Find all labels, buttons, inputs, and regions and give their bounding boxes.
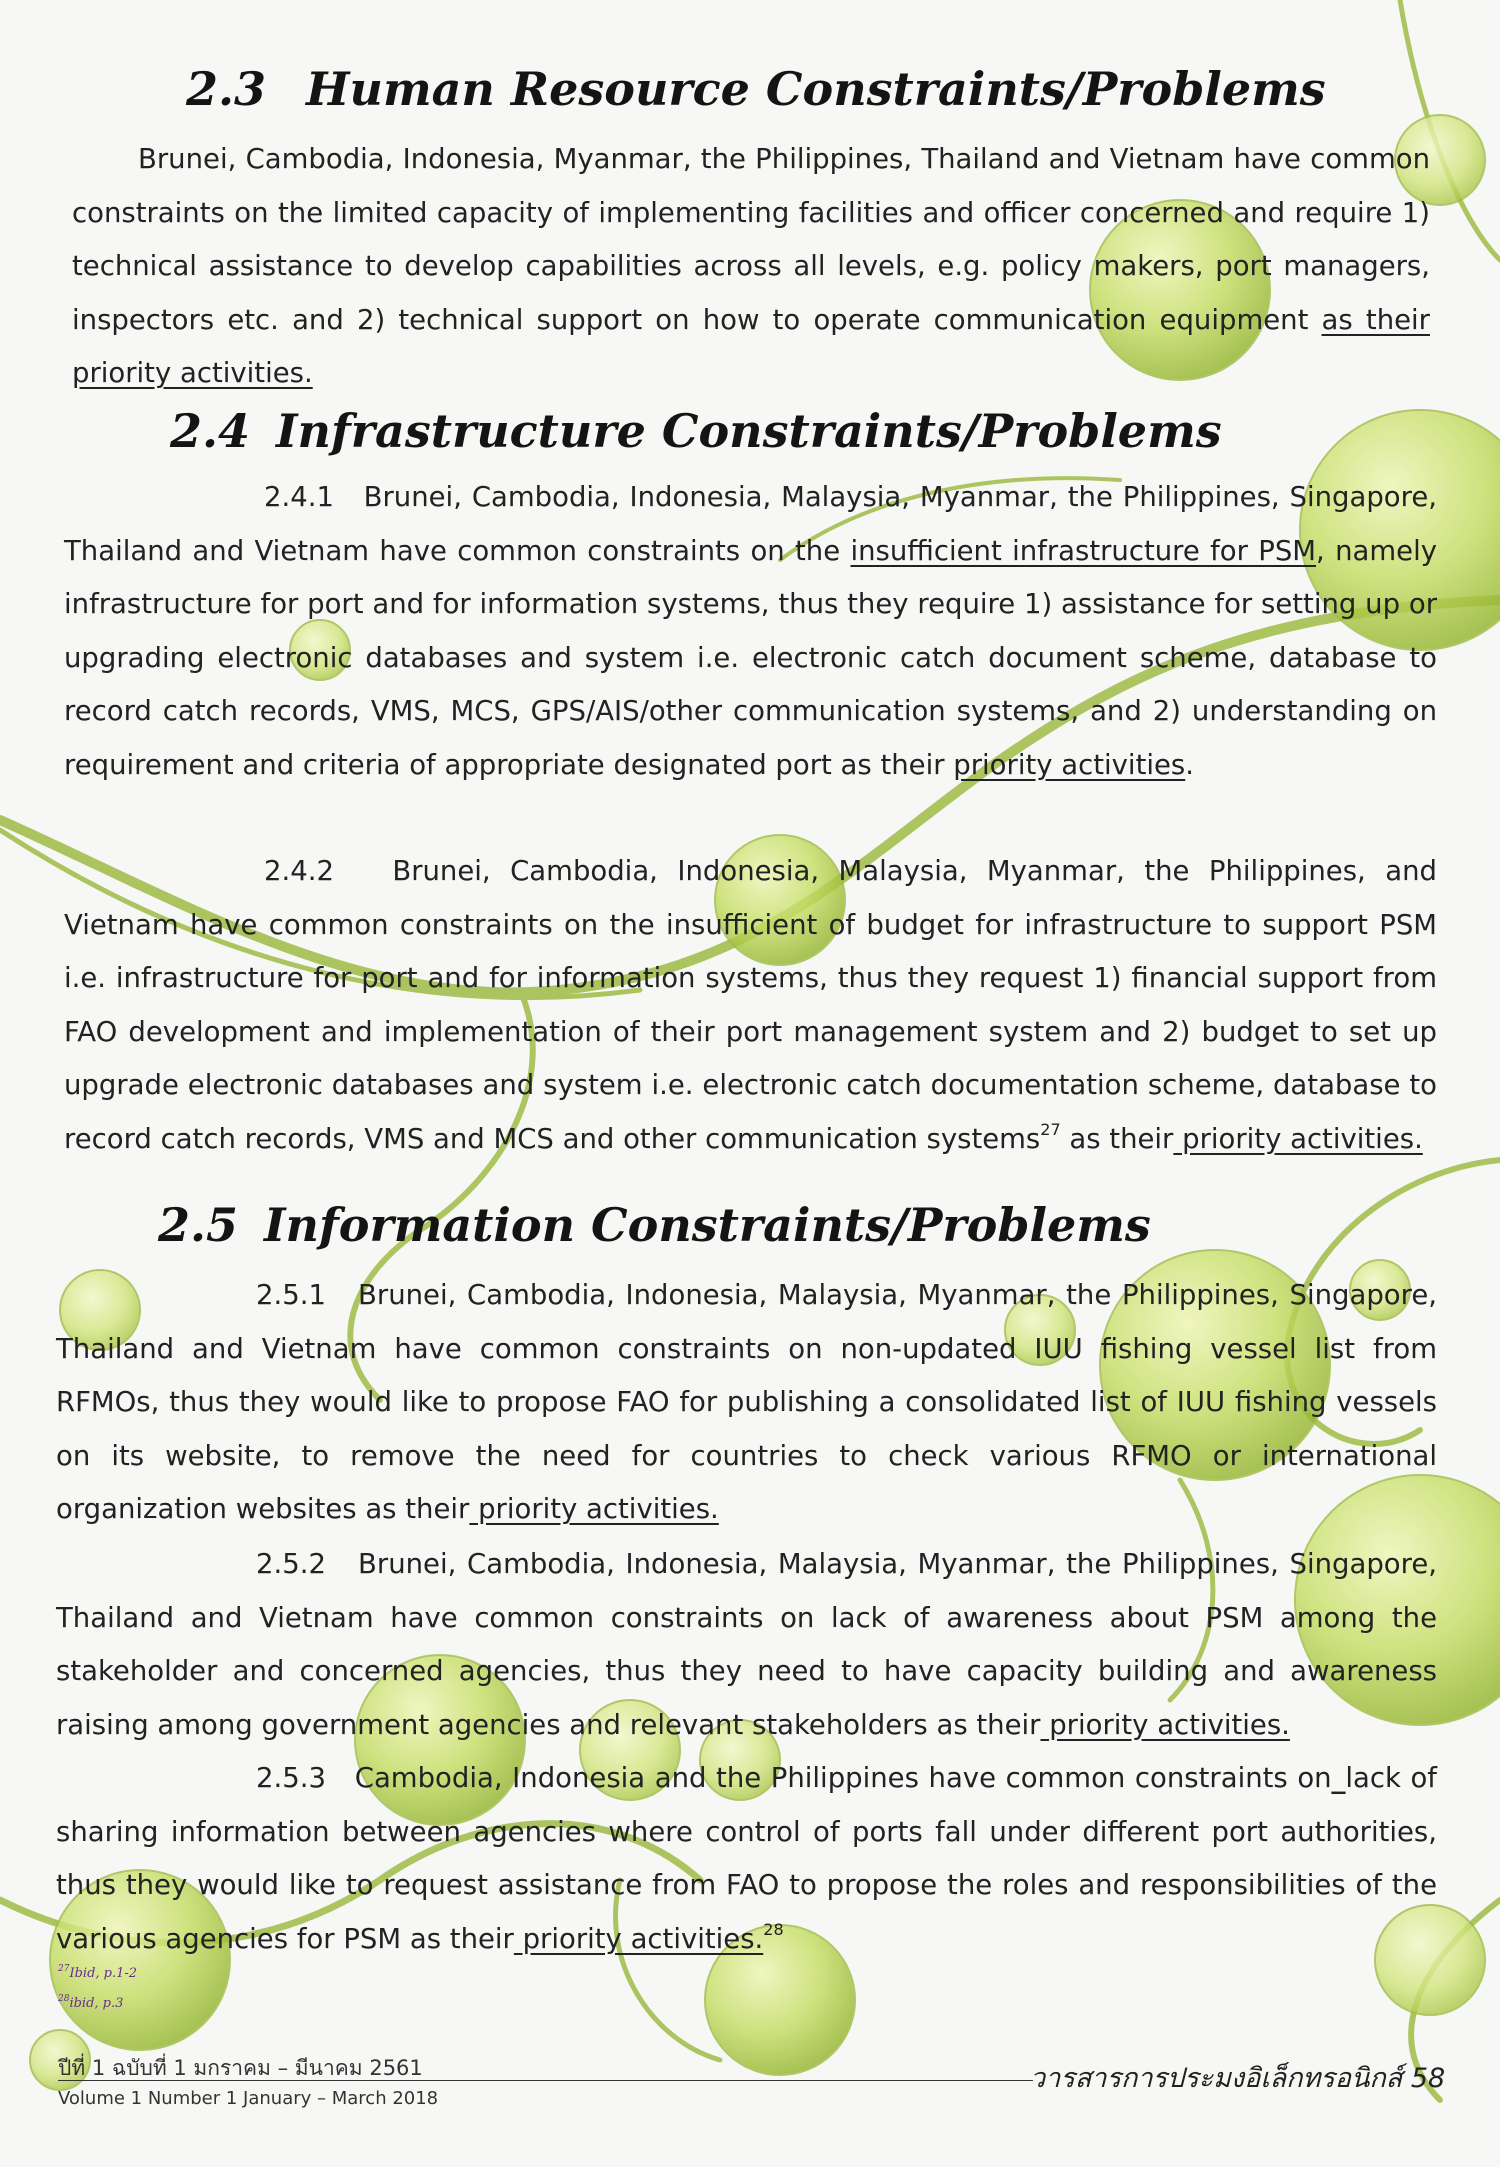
priority-activities-link: priority activities. bbox=[469, 1493, 719, 1525]
footer-journal-title-page: วารสารการประมงอิเล็กทรอนิกส์ 58 bbox=[1030, 2063, 1446, 2094]
footnote-mark: 28 bbox=[58, 1994, 70, 2004]
clause-number: 2.4.2 bbox=[264, 855, 334, 887]
paragraph-text: Cambodia, Indonesia and the Philippines have common constraints on bbox=[354, 1762, 1332, 1794]
paragraph-text-cont: lack of sharing information between agencies where control of ports fall under different port authorities, thus they would like to request assistance from FAO to propose the roles and responsibilities of the various agencies for PSM as their bbox=[56, 1762, 1437, 1955]
footnote-28 bbox=[58, 1996, 123, 2011]
footnote-ref-27: 27 bbox=[1040, 1119, 1061, 1139]
clause-number: 2.5.1 bbox=[256, 1279, 326, 1311]
paragraph-text: Brunei, Cambodia, Indonesia, Malaysia, Myanmar, the Philippines, Singapore, Thailand and Vietnam have common constraints on non-updated IUU fishing vessel list from RFMOs, thus they would like to propose FAO for publishing a consolidated list of IUU fishing vessels on its website, to remove the need for countries to check various RFMO or international organization websites as their bbox=[56, 1279, 1437, 1525]
footer-divider bbox=[58, 2080, 1033, 2081]
section-title: Information Constraints/Problems bbox=[264, 1198, 1151, 1252]
priority-activities-link: priority activities. bbox=[513, 1922, 764, 1955]
paragraph-text-cont: , namely infrastructure for port and for information systems, thus they require 1) assistance for setting up or upgrading electronic databases and system i.e. electronic catch document scheme, database to record catch records, VMS, MCS, GPS/AIS/other communication systems, and 2) understanding on requirement and criteria of appropriate designated port as their bbox=[64, 534, 1437, 781]
paragraph-text: Brunei, Cambodia, Indonesia, Malaysia, Myanmar, the Philippines, Singapore, Thailand and Vietnam have common constraints on lack of awareness about PSM among the stakeholder and concerned agencies, thus they need to have capacity building and awareness raising among government agencies and relevant stakeholders as their bbox=[56, 1548, 1437, 1741]
footnote-27 bbox=[58, 1966, 137, 1981]
footnote-text: ibid, p.3 bbox=[69, 1996, 124, 2011]
paragraph-2-5-2 bbox=[56, 1538, 1437, 1752]
clause-number: 2.5.2 bbox=[256, 1548, 326, 1580]
section-title: Infrastructure Constraints/Problems bbox=[276, 404, 1222, 458]
priority-activities-link: priority activities. bbox=[1040, 1708, 1290, 1741]
footnote-ref-28: 28 bbox=[763, 1919, 784, 1939]
paragraph-text: Brunei, Cambodia, Indonesia, Malaysia, Myanmar, the Philippines, and Vietnam have common constraints on the insufficient of budget for infrastructure to support PSM i.e. infrastructure for port and for information systems, thus they request 1) financial support from FAO development and implementation of their port management system and 2) budget to set up upgrade electronic databases and system i.e. electronic catch documentation scheme, database to record catch records, VMS and MCS and other communication systems bbox=[64, 855, 1437, 1155]
paragraph-text: Brunei, Cambodia, Indonesia, Myanmar, the Philippines, Thailand and Vietnam have common constraints on the limited capacity of implementing facilities and officer concerned and require 1) technical assistance to develop capabilities across all levels, e.g. policy makers, port managers, inspectors etc. and 2) technical support on how to operate communication equipment bbox=[72, 143, 1430, 336]
section-heading-2-3 bbox=[186, 62, 1326, 116]
paragraph-text-cont: as their bbox=[1060, 1122, 1174, 1155]
clause-number: 2.5.3 bbox=[256, 1762, 326, 1794]
priority-activities-link: priority activities bbox=[953, 748, 1186, 781]
paragraph-text: Brunei, Cambodia, Indonesia, Malaysia, Myanmar, the Philippines, Singapore, Thailand and Vietnam have common constraints on the bbox=[64, 481, 1437, 567]
infrastructure-link: insufficient infrastructure for PSM bbox=[850, 534, 1317, 567]
paragraph-2-5-1 bbox=[56, 1269, 1437, 1537]
paragraph-2-4-1 bbox=[64, 471, 1437, 792]
footer-thai-issue: ปีที่ 1 ฉบับที่ 1 มกราคม – มีนาคม 2561 bbox=[58, 2056, 423, 2080]
paragraph-2-4-2 bbox=[64, 845, 1437, 1166]
paragraph-2-5-3 bbox=[56, 1752, 1437, 1966]
priority-activities-link: as their priority activities. bbox=[72, 303, 1430, 389]
period: . bbox=[1185, 748, 1194, 781]
footer-english-issue: Volume 1 Number 1 January – March 2018 bbox=[58, 2088, 439, 2109]
priority-activities-link: priority activities. bbox=[1173, 1122, 1423, 1155]
section-heading-2-5 bbox=[158, 1198, 1151, 1252]
section-number: 2.5 bbox=[158, 1198, 239, 1252]
paragraph-2-3 bbox=[72, 133, 1430, 401]
section-number: 2.4 bbox=[170, 404, 251, 458]
underscore-mark: _ bbox=[1331, 1762, 1346, 1794]
clause-number: 2.4.1 bbox=[264, 481, 334, 513]
section-number: 2.3 bbox=[186, 62, 267, 116]
footnote-text: Ibid, p.1-2 bbox=[69, 1966, 138, 1981]
section-heading-2-4 bbox=[170, 404, 1222, 458]
footnote-mark: 27 bbox=[58, 1964, 70, 1974]
section-title: Human Resource Constraints/Problems bbox=[306, 62, 1326, 116]
